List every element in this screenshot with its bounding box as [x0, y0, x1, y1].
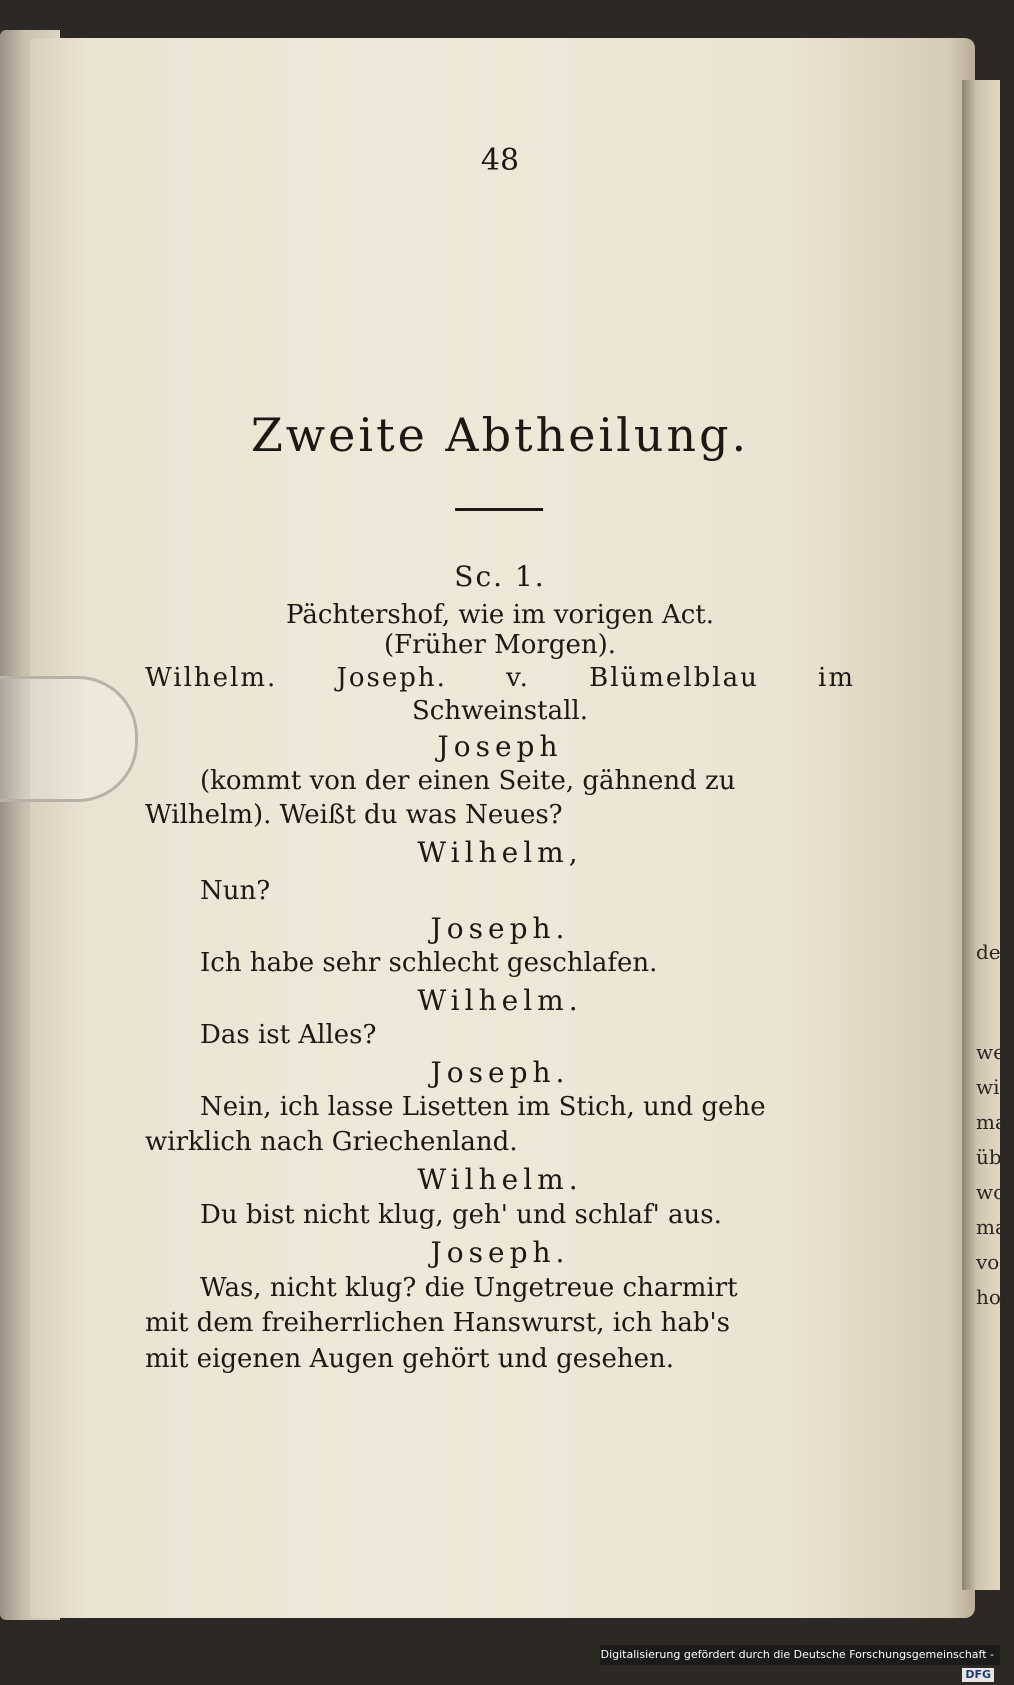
- facing-page-fragment: de: [976, 940, 1001, 964]
- facing-page-fragment: übe: [976, 1145, 1014, 1169]
- credit-text: Digitalisierung gefördert durch die Deutsche Forschungsgemeinschaft -: [600, 1648, 994, 1661]
- speaker-name: Wilhelm,: [417, 836, 583, 869]
- facing-page-fragment: hoc: [976, 1285, 1013, 1309]
- characters-line: Wilhelm. Joseph. v. Blümelblau im: [145, 663, 855, 693]
- page-clip-bookmark: [0, 676, 138, 802]
- speaker-name: Wilhelm.: [417, 1163, 583, 1196]
- dialogue-line: Du bist nicht klug, geh' und schlaf' aus.: [200, 1200, 722, 1230]
- dfg-logo: DFG: [962, 1668, 994, 1682]
- dialogue-line: wirklich nach Griechenland.: [145, 1127, 518, 1157]
- dialogue-line: Wilhelm). Weißt du was Neues?: [145, 800, 563, 830]
- speaker-name: Wilhelm.: [417, 984, 583, 1017]
- characters-line: Schweinstall.: [411, 696, 588, 726]
- dialogue-line: (kommt von der einen Seite, gähnend zu: [200, 766, 736, 796]
- digitization-credit: [600, 1645, 1000, 1681]
- heading-rule: [455, 508, 543, 511]
- dialogue-line: mit eigenen Augen gehört und gesehen.: [145, 1344, 674, 1374]
- speaker-name: Joseph: [437, 730, 563, 763]
- facing-page-fragment: we: [976, 1040, 1005, 1064]
- setting-line: Pächtershof, wie im vorigen Act.: [286, 600, 714, 630]
- dialogue-line: mit dem freiherrlichen Hanswurst, ich hab's: [145, 1308, 730, 1338]
- facing-page-fragment: wi: [976, 1075, 1000, 1099]
- section-heading: Zweite Abtheilung.: [250, 408, 750, 462]
- facing-page-fragment: vor: [976, 1250, 1009, 1274]
- page-number: 48: [480, 143, 520, 178]
- facing-page-edge: [962, 80, 1014, 1590]
- dialogue-line: Nein, ich lasse Lisetten im Stich, und gehe: [200, 1092, 766, 1122]
- speaker-name: Joseph.: [430, 1056, 570, 1089]
- setting-line: (Früher Morgen).: [383, 630, 617, 660]
- scene-label: Sc. 1.: [454, 560, 546, 593]
- dialogue-line: Nun?: [200, 876, 271, 906]
- dialogue-line: Ich habe sehr schlecht geschlafen.: [200, 948, 658, 978]
- facing-page-fragment: ma: [976, 1215, 1007, 1239]
- speaker-name: Joseph.: [430, 912, 570, 945]
- dialogue-line: Das ist Alles?: [200, 1020, 377, 1050]
- facing-page-fragment: ma: [976, 1110, 1007, 1134]
- facing-page-fragment: wo: [976, 1180, 1006, 1204]
- dialogue-line: Was, nicht klug? die Ungetreue charmirt: [200, 1273, 738, 1303]
- speaker-name: Joseph.: [430, 1236, 570, 1269]
